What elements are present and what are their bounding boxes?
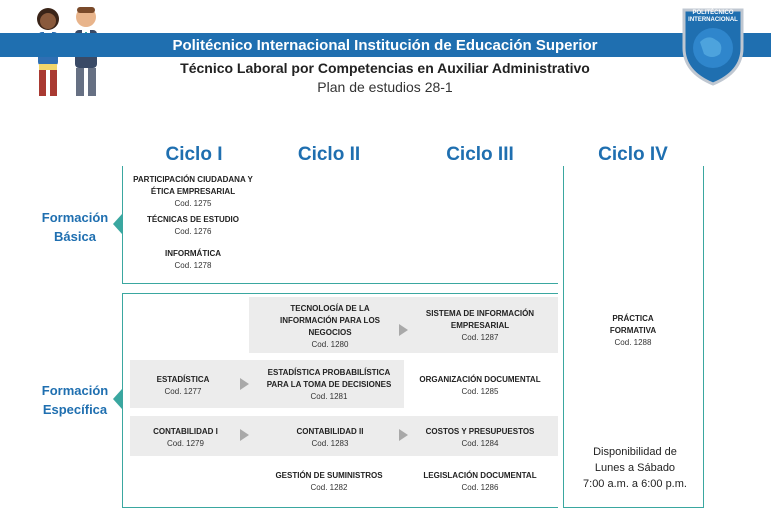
course-contabilidad-1: CONTABILIDAD I Cod. 1279 [153,427,218,448]
header-subtitle: Técnico Laboral por Competencias en Auxiliar Administrativo [180,60,590,76]
course-practica-formativa: PRÁCTICA FORMATIVA Cod. 1288 [609,314,657,347]
formation-basica-label: Formación Básica [41,210,109,244]
cycle-1-header: Ciclo I [165,144,223,165]
course-sistema-informacion: SISTEMA DE INFORMACIÓN EMPRESARIAL Cod. 1287 [425,309,535,342]
course-gestion-suministros: GESTIÓN DE SUMINISTROS Cod. 1282 [275,471,383,492]
course-estadistica-probabilistica: ESTADÍSTICA PROBABILÍSTICA PARA LA TOMA DE DECISIONES Cod. 1281 [266,368,392,401]
arrow-right-icon [240,429,249,441]
course-costos-presupuestos: COSTOS Y PRESUPUESTOS Cod. 1284 [425,427,535,448]
course-tecnicas-estudio: TÉCNICAS DE ESTUDIO Cod. 1276 [146,215,239,236]
logo-text: POLITÉCNICO INTERNACIONAL [688,10,738,23]
cycle-4-header: Ciclo IV [598,144,668,165]
formation-basica-pointer-icon [113,214,122,234]
cycle-4-right-line [703,166,704,508]
specific-top-line [122,293,558,294]
course-participacion: PARTICIPACIÓN CIUDADANA Y ÉTICA EMPRESARIAL Cod. 1275 [133,175,253,208]
specific-bottom-line [122,507,558,508]
arrow-right-icon [240,378,249,390]
cycle-4-bottom-line [563,507,704,508]
course-contabilidad-2: CONTABILIDAD II Cod. 1283 [296,427,364,448]
cycle-4-left-line [563,166,564,508]
header-title: Politécnico Internacional Institución de Educación Superior [172,37,598,54]
formation-especifica-pointer-icon [113,389,122,409]
arrow-right-icon [399,429,408,441]
course-tecnologia: TECNOLOGÍA DE LA INFORMACIÓN PARA LOS NEGOCIOS Cod. 1280 [280,304,380,349]
schedule-availability: Disponibilidad de Lunes a Sábado 7:00 a.m. a 6:00 p.m. [583,446,687,490]
cycle-2-header: Ciclo II [297,144,361,165]
formation-especifica-label: Formación Específica [41,383,109,417]
cycle-3-header: Ciclo III [446,144,514,165]
arrow-right-icon [399,324,408,336]
course-informatica: INFORMÁTICA Cod. 1278 [165,249,221,270]
course-estadistica: ESTADÍSTICA Cod. 1277 [156,375,210,396]
basic-bottom-line [122,283,558,284]
course-legislacion-documental: LEGISLACIÓN DOCUMENTAL Cod. 1286 [423,471,537,492]
course-organizacion-documental: ORGANIZACIÓN DOCUMENTAL Cod. 1285 [419,375,541,396]
study-plan-label: Plan de estudios 28-1 [317,79,453,95]
